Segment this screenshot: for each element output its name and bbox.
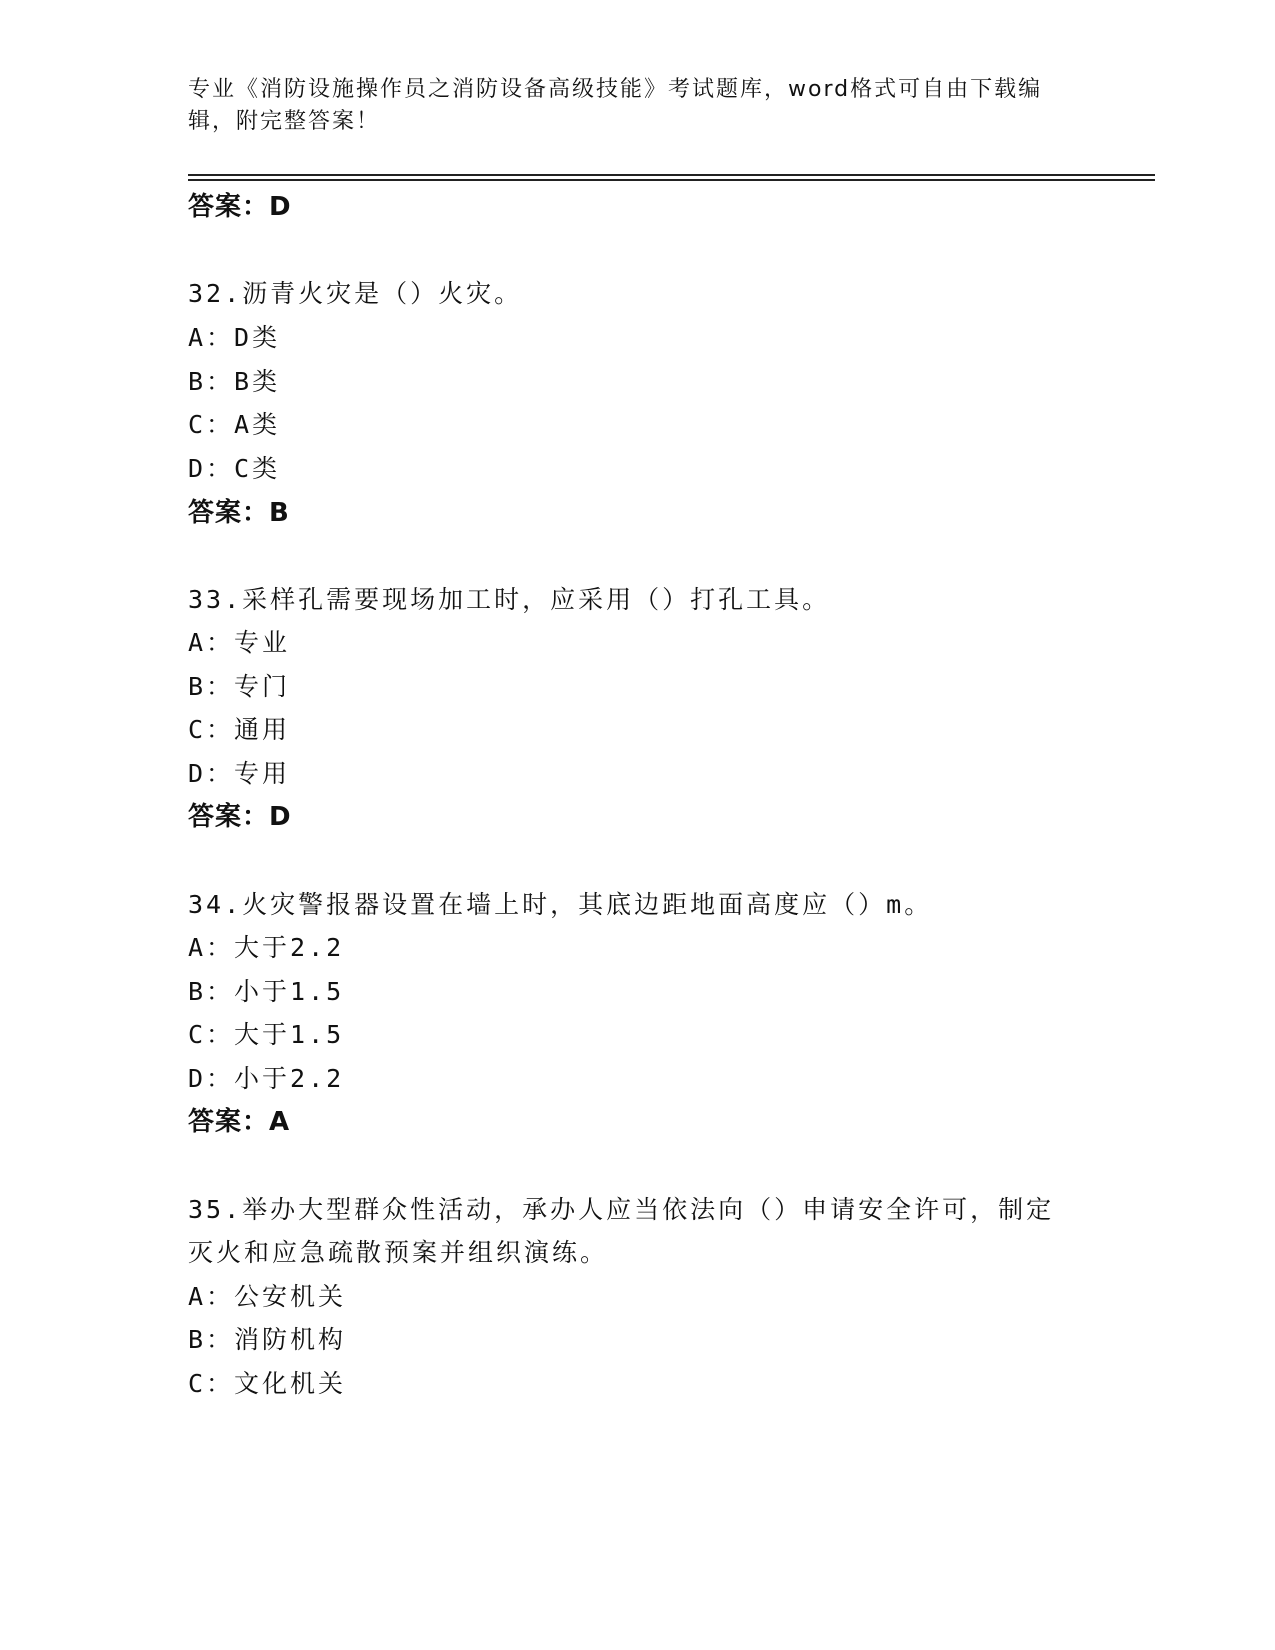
answer-31: 答案：D: [188, 192, 292, 222]
question-35-option-a: A：公安机关: [188, 1282, 347, 1311]
question-32-option-b: B：B类: [188, 367, 281, 396]
question-32-option-c: C：A类: [188, 410, 281, 439]
question-32-option-d: D：C类: [188, 454, 281, 483]
header-rule-bottom: [188, 179, 1155, 181]
document-header: 专业《消防设施操作员之消防设备高级技能》考试题库，word格式可自由下载编辑，附完整答案！: [188, 77, 1043, 134]
question-33-option-b: B：专门: [188, 672, 291, 701]
question-32-option-a: A：D类: [188, 323, 281, 352]
header-rule-top: [188, 174, 1155, 176]
question-34-option-c: C：大于1.5: [188, 1020, 345, 1049]
question-34-stem: 34.火灾警报器设置在墙上时，其底边距地面高度应（）m。: [188, 890, 933, 919]
question-33-option-d: D：专用: [188, 759, 291, 788]
answer-33: 答案：D: [188, 802, 292, 832]
question-33-option-a: A：专业: [188, 628, 291, 657]
answer-34: 答案：A: [188, 1107, 291, 1137]
question-35-stem-line-1: 35.举办大型群众性活动，承办人应当依法向（）申请安全许可，制定: [188, 1195, 1055, 1224]
question-35-option-b: B：消防机构: [188, 1325, 347, 1354]
question-33-option-c: C：通用: [188, 715, 291, 744]
question-34-option-d: D：小于2.2: [188, 1064, 345, 1093]
question-32-stem: 32.沥青火灾是（）火灾。: [188, 279, 523, 308]
answer-32: 答案：B: [188, 498, 290, 528]
question-34-option-a: A：大于2.2: [188, 933, 345, 962]
question-35-stem-line-2: 灭火和应急疏散预案并组织演练。: [188, 1238, 609, 1267]
question-35-option-c: C：文化机关: [188, 1369, 347, 1398]
question-33-stem: 33.采样孔需要现场加工时，应采用（）打孔工具。: [188, 585, 831, 614]
question-34-option-b: B：小于1.5: [188, 977, 345, 1006]
